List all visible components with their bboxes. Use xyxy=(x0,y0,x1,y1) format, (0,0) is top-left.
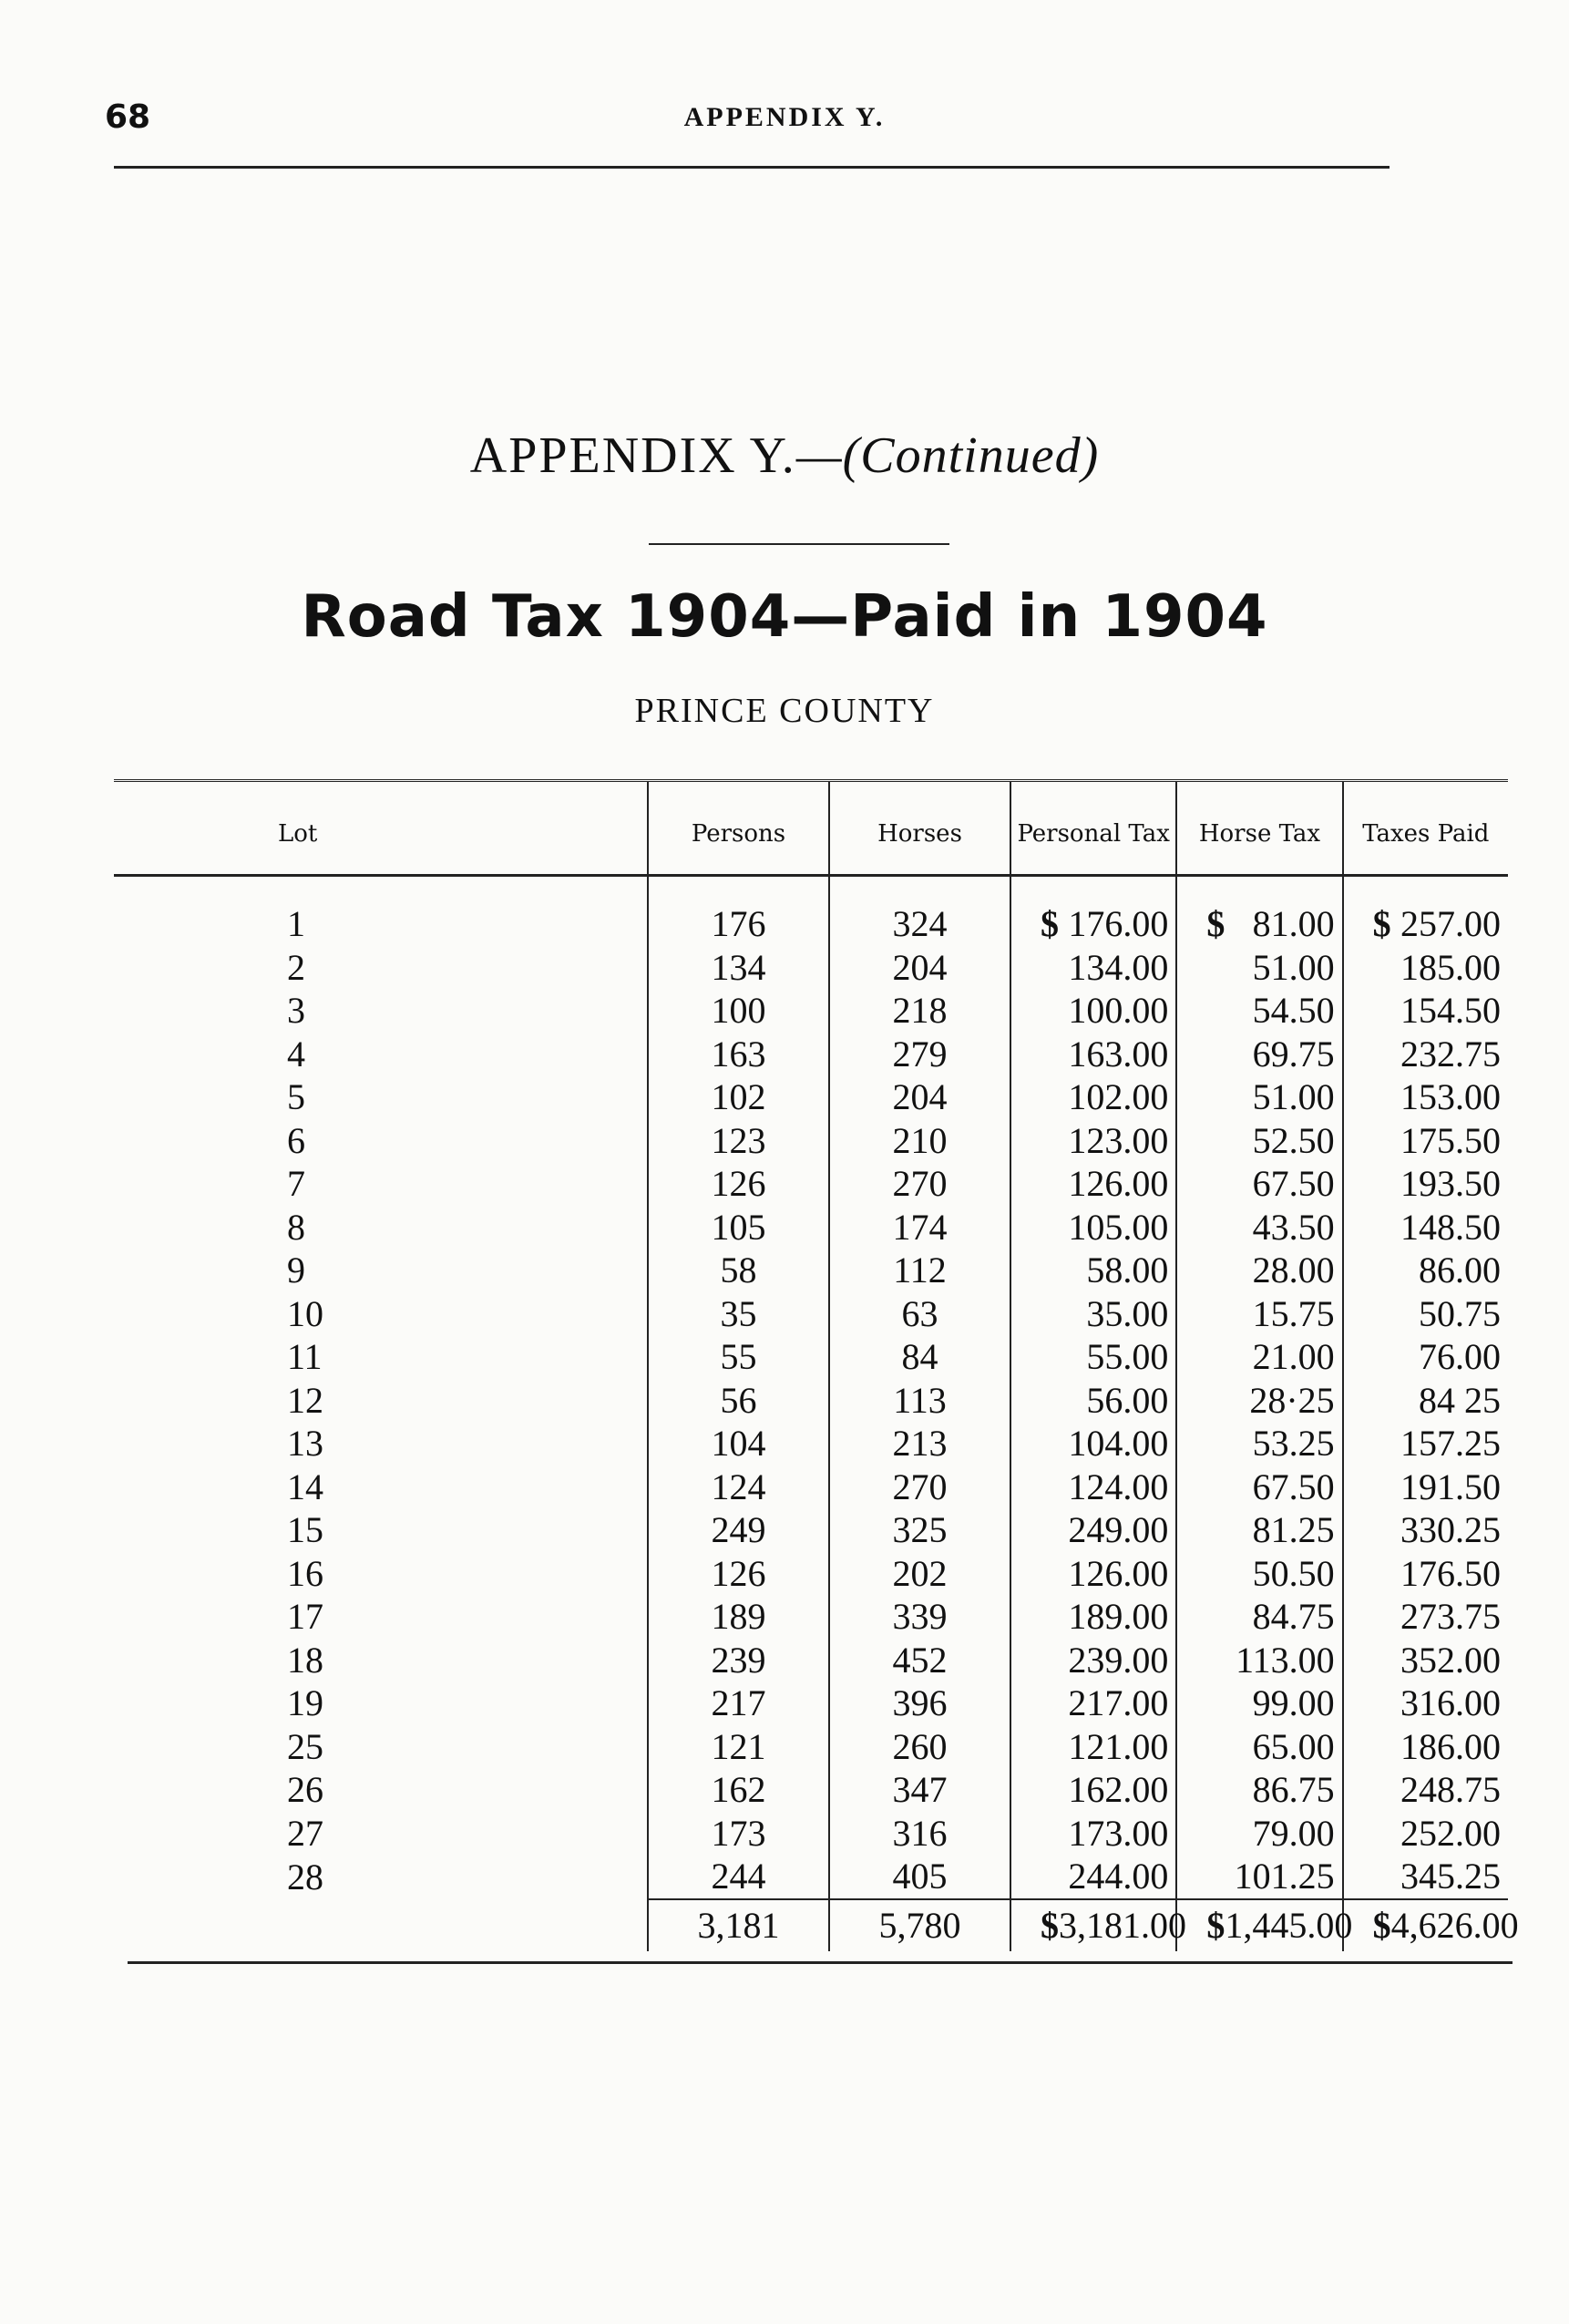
horses-cell: 204 xyxy=(829,1075,1010,1119)
header-persons: Persons xyxy=(648,781,829,876)
taxes-paid-cell: 148.50 xyxy=(1343,1206,1508,1249)
totals-row xyxy=(114,1899,1508,1951)
horse-tax-cell: 81.25 xyxy=(1176,1508,1342,1552)
persons-cell: 239 xyxy=(648,1639,829,1682)
taxes-paid-cell: 191.50 xyxy=(1343,1465,1508,1509)
taxes-paid-cell: 157.25 xyxy=(1343,1422,1508,1465)
lot-cell: 13 xyxy=(287,1423,323,1464)
table-row xyxy=(114,1768,1508,1812)
horses-cell: 324 xyxy=(829,902,1010,946)
personal-tax-cell: 244.00 xyxy=(1010,1855,1176,1899)
horse-tax-cell: 79.00 xyxy=(1176,1812,1342,1856)
personal-tax-cell: 123.00 xyxy=(1010,1119,1176,1163)
personal-tax-cell: 35.00 xyxy=(1010,1292,1176,1336)
taxes-paid-cell: 185.00 xyxy=(1343,946,1508,990)
lot-cell: 19 xyxy=(287,1682,323,1723)
persons-cell: 134 xyxy=(648,946,829,990)
lot-cell: 25 xyxy=(287,1725,323,1767)
horse-tax-cell: 52.50 xyxy=(1176,1119,1342,1163)
dollar-sign: $ xyxy=(1206,903,1225,944)
lot-cell: 15 xyxy=(287,1509,323,1550)
table-row xyxy=(114,1335,1508,1379)
table-row xyxy=(114,1162,1508,1206)
horses-cell: 396 xyxy=(829,1681,1010,1725)
persons-cell: 123 xyxy=(648,1119,829,1163)
horse-tax-cell: 28.00 xyxy=(1176,1249,1342,1292)
horse-tax-cell: 51.00 xyxy=(1176,1075,1342,1119)
total-horses: 5,780 xyxy=(829,1899,1010,1951)
table-row xyxy=(114,902,1508,946)
persons-cell: 105 xyxy=(648,1206,829,1249)
table-row xyxy=(114,1639,1508,1682)
horses-cell: 339 xyxy=(829,1595,1010,1639)
horse-tax-cell: 69.75 xyxy=(1176,1033,1342,1076)
persons-cell: 126 xyxy=(648,1162,829,1206)
personal-tax-cell: 104.00 xyxy=(1010,1422,1176,1465)
taxes-paid-cell: 330.25 xyxy=(1343,1508,1508,1552)
table-row xyxy=(114,1855,1508,1899)
horse-tax-cell: 50.50 xyxy=(1176,1552,1342,1596)
persons-cell: 35 xyxy=(648,1292,829,1336)
personal-tax-cell: 239.00 xyxy=(1010,1639,1176,1682)
bottom-rule xyxy=(128,1961,1513,1964)
taxes-paid-cell: 232.75 xyxy=(1343,1033,1508,1076)
table-row xyxy=(114,1465,1508,1509)
total-taxes-paid: $ 4,626.00 xyxy=(1343,1899,1508,1951)
persons-cell: 249 xyxy=(648,1508,829,1552)
horses-cell: 347 xyxy=(829,1768,1010,1812)
horses-cell: 325 xyxy=(829,1508,1010,1552)
header-taxes-paid: Taxes Paid xyxy=(1343,781,1508,876)
table-row xyxy=(114,946,1508,990)
total-personal-tax: $ 3,181.00 xyxy=(1010,1899,1176,1951)
horse-tax-cell: 65.00 xyxy=(1176,1725,1342,1769)
personal-tax-cell: 134.00 xyxy=(1010,946,1176,990)
taxes-paid-cell: 86.00 xyxy=(1343,1249,1508,1292)
table-row xyxy=(114,1249,1508,1292)
lot-cell: 4 xyxy=(287,1033,305,1075)
lot-cell: 11 xyxy=(287,1336,323,1377)
persons-cell: 217 xyxy=(648,1681,829,1725)
appendix-title xyxy=(0,427,1569,485)
personal-tax-cell: 126.00 xyxy=(1010,1162,1176,1206)
horses-cell: 204 xyxy=(829,946,1010,990)
table-row xyxy=(114,1119,1508,1163)
taxes-paid-cell: 176.50 xyxy=(1343,1552,1508,1596)
personal-tax-cell: $ 176.00 xyxy=(1010,902,1176,946)
horse-tax-cell: 113.00 xyxy=(1176,1639,1342,1682)
totals-lot-cell xyxy=(114,1899,648,1951)
lot-cell: 14 xyxy=(287,1465,323,1507)
lot-cell: 28 xyxy=(287,1856,323,1897)
persons-cell: 126 xyxy=(648,1552,829,1596)
table-row xyxy=(114,1812,1508,1856)
table-row xyxy=(114,1075,1508,1119)
personal-tax-cell: 249.00 xyxy=(1010,1508,1176,1552)
personal-tax-cell: 126.00 xyxy=(1010,1552,1176,1596)
header-horse-tax: Horse Tax xyxy=(1176,781,1342,876)
table-body xyxy=(114,876,1508,1899)
taxes-paid-cell: 50.75 xyxy=(1343,1292,1508,1336)
taxes-paid-cell: 248.75 xyxy=(1343,1768,1508,1812)
lot-cell: 3 xyxy=(287,990,305,1031)
personal-tax-cell: 173.00 xyxy=(1010,1812,1176,1856)
horses-cell: 112 xyxy=(829,1249,1010,1292)
persons-cell: 162 xyxy=(648,1768,829,1812)
horses-cell: 452 xyxy=(829,1639,1010,1682)
persons-cell: 244 xyxy=(648,1855,829,1899)
personal-tax-cell: 121.00 xyxy=(1010,1725,1176,1769)
horses-cell: 316 xyxy=(829,1812,1010,1856)
table-row xyxy=(114,1595,1508,1639)
lot-cell: 10 xyxy=(287,1292,323,1334)
lot-cell: 17 xyxy=(287,1596,323,1637)
personal-tax-cell: 124.00 xyxy=(1010,1465,1176,1509)
horses-cell: 270 xyxy=(829,1465,1010,1509)
horse-tax-cell: 101.25 xyxy=(1176,1855,1342,1899)
lot-cell: 1 xyxy=(287,903,305,944)
header-lot: Lot xyxy=(114,781,648,876)
lot-cell: 18 xyxy=(287,1639,323,1681)
horse-tax-cell: 84.75 xyxy=(1176,1595,1342,1639)
persons-cell: 173 xyxy=(648,1812,829,1856)
personal-tax-cell: 100.00 xyxy=(1010,989,1176,1033)
taxes-paid-cell: 175.50 xyxy=(1343,1119,1508,1163)
horse-tax-cell: $ 81.00 xyxy=(1176,902,1342,946)
header-personal-tax: Personal Tax xyxy=(1010,781,1176,876)
horses-cell: 218 xyxy=(829,989,1010,1033)
persons-cell: 104 xyxy=(648,1422,829,1465)
horses-cell: 174 xyxy=(829,1206,1010,1249)
personal-tax-cell: 162.00 xyxy=(1010,1768,1176,1812)
header-rule xyxy=(114,166,1390,169)
horse-tax-cell: 28·25 xyxy=(1176,1379,1342,1423)
personal-tax-cell: 58.00 xyxy=(1010,1249,1176,1292)
personal-tax-cell: 56.00 xyxy=(1010,1379,1176,1423)
dollar-sign: $ xyxy=(1372,1904,1391,1946)
lot-cell: 6 xyxy=(287,1119,305,1161)
lot-cell: 5 xyxy=(287,1076,305,1117)
horse-tax-cell: 21.00 xyxy=(1176,1335,1342,1379)
table-row xyxy=(114,1206,1508,1249)
table-header-row xyxy=(114,781,1508,876)
total-horse-tax: $ 1,445.00 xyxy=(1176,1899,1342,1951)
persons-cell: 121 xyxy=(648,1725,829,1769)
table-spacer xyxy=(114,876,1508,903)
persons-cell: 176 xyxy=(648,902,829,946)
taxes-paid-cell: 273.75 xyxy=(1343,1595,1508,1639)
horse-tax-cell: 51.00 xyxy=(1176,946,1342,990)
taxes-paid-cell: 316.00 xyxy=(1343,1681,1508,1725)
personal-tax-cell: 105.00 xyxy=(1010,1206,1176,1249)
horse-tax-cell: 67.50 xyxy=(1176,1162,1342,1206)
county-subtitle: PRINCE COUNTY xyxy=(634,692,935,730)
horses-cell: 279 xyxy=(829,1033,1010,1076)
taxes-paid-cell: 154.50 xyxy=(1343,989,1508,1033)
lot-cell: 26 xyxy=(287,1769,323,1810)
running-title: APPENDIX Y. xyxy=(683,102,886,132)
taxes-paid-cell: 76.00 xyxy=(1343,1335,1508,1379)
horse-tax-cell: 67.50 xyxy=(1176,1465,1342,1509)
horse-tax-cell: 86.75 xyxy=(1176,1768,1342,1812)
personal-tax-cell: 163.00 xyxy=(1010,1033,1176,1076)
personal-tax-cell: 55.00 xyxy=(1010,1335,1176,1379)
table-row xyxy=(114,1508,1508,1552)
lot-cell: 27 xyxy=(287,1812,323,1854)
taxes-paid-cell: 84 25 xyxy=(1343,1379,1508,1423)
horses-cell: 213 xyxy=(829,1422,1010,1465)
table-row xyxy=(114,1292,1508,1336)
table-row xyxy=(114,1725,1508,1769)
horses-cell: 270 xyxy=(829,1162,1010,1206)
horse-tax-cell: 53.25 xyxy=(1176,1422,1342,1465)
title-divider xyxy=(649,543,949,545)
persons-cell: 100 xyxy=(648,989,829,1033)
dollar-sign: $ xyxy=(1372,903,1391,944)
appendix-label: APPENDIX Y. xyxy=(469,427,796,484)
persons-cell: 58 xyxy=(648,1249,829,1292)
taxes-paid-cell: 186.00 xyxy=(1343,1725,1508,1769)
lot-cell: 7 xyxy=(287,1163,305,1204)
dollar-sign: $ xyxy=(1206,1904,1225,1946)
total-persons: 3,181 xyxy=(648,1899,829,1951)
table-row xyxy=(114,1681,1508,1725)
table-row xyxy=(114,1422,1508,1465)
horses-cell: 113 xyxy=(829,1379,1010,1423)
continued-label: —(Continued) xyxy=(795,427,1100,484)
persons-cell: 124 xyxy=(648,1465,829,1509)
horses-cell: 202 xyxy=(829,1552,1010,1596)
persons-cell: 189 xyxy=(648,1595,829,1639)
persons-cell: 102 xyxy=(648,1075,829,1119)
horses-cell: 260 xyxy=(829,1725,1010,1769)
taxes-paid-cell: 193.50 xyxy=(1343,1162,1508,1206)
taxes-paid-cell: $ 257.00 xyxy=(1343,902,1508,946)
road-tax-table xyxy=(114,779,1519,1951)
horse-tax-cell: 99.00 xyxy=(1176,1681,1342,1725)
personal-tax-cell: 102.00 xyxy=(1010,1075,1176,1119)
taxes-paid-cell: 153.00 xyxy=(1343,1075,1508,1119)
page-number: 68 xyxy=(105,98,151,136)
horse-tax-cell: 54.50 xyxy=(1176,989,1342,1033)
persons-cell: 163 xyxy=(648,1033,829,1076)
persons-cell: 56 xyxy=(648,1379,829,1423)
personal-tax-cell: 189.00 xyxy=(1010,1595,1176,1639)
horse-tax-cell: 43.50 xyxy=(1176,1206,1342,1249)
horse-tax-cell: 15.75 xyxy=(1176,1292,1342,1336)
horses-cell: 210 xyxy=(829,1119,1010,1163)
horses-cell: 63 xyxy=(829,1292,1010,1336)
taxes-paid-cell: 345.25 xyxy=(1343,1855,1508,1899)
dollar-sign: $ xyxy=(1041,1904,1059,1946)
lot-cell: 8 xyxy=(287,1206,305,1248)
horses-cell: 84 xyxy=(829,1335,1010,1379)
taxes-paid-cell: 252.00 xyxy=(1343,1812,1508,1856)
lot-cell: 9 xyxy=(287,1249,305,1291)
lot-cell: 12 xyxy=(287,1379,323,1421)
taxes-paid-cell: 352.00 xyxy=(1343,1639,1508,1682)
personal-tax-cell: 217.00 xyxy=(1010,1681,1176,1725)
lot-cell: 2 xyxy=(287,946,305,988)
lot-cell: 16 xyxy=(287,1552,323,1594)
page-title: Road Tax 1904—Paid in 1904 xyxy=(301,583,1268,651)
table-row xyxy=(114,1033,1508,1076)
horses-cell: 405 xyxy=(829,1855,1010,1899)
dollar-sign: $ xyxy=(1041,903,1059,944)
table-row xyxy=(114,1552,1508,1596)
table-row xyxy=(114,1379,1508,1423)
table-row xyxy=(114,989,1508,1033)
persons-cell: 55 xyxy=(648,1335,829,1379)
header-horses: Horses xyxy=(829,781,1010,876)
